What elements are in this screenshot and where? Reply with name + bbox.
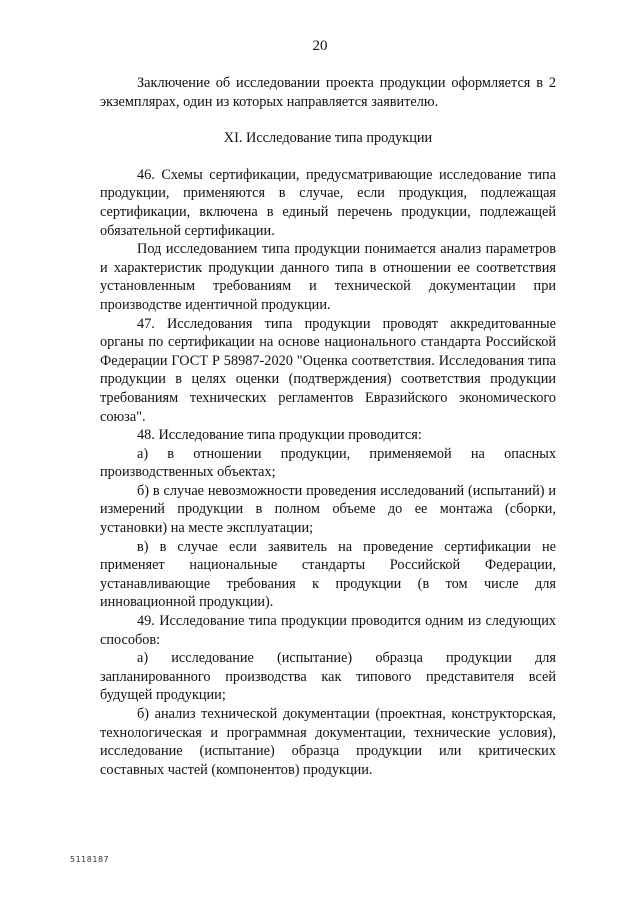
paragraph-47: 47. Исследования типа продукции проводят аккредитованные органы по сертификации на основе национального стандарта Российской Федерации ГОСТ Р 58987-2020 "Оценка соответствия. Исследования типа продукции в целях оценки (подтверждения) соответствия продукции требованиям технических регламентов Евразийского экономического союза".	[100, 315, 556, 425]
paragraph-48: 48. Исследование типа продукции проводится:	[137, 427, 422, 444]
page-number: 20	[312, 38, 328, 54]
section-heading: XI. Исследование типа продукции	[223, 130, 433, 147]
list-item-49a: а) исследование (испытание) образца продукции для запланированного производства как типового представителя всей будущей продукции;	[100, 650, 556, 704]
paragraph-conclusion: Заключение об исследовании проекта продукции оформляется в 2 экземплярах, один из которых направляется заявителю.	[100, 75, 556, 110]
list-item-48a: а) в отношении продукции, применяемой на опасных производственных объектах;	[100, 445, 556, 481]
list-item-48c: в) в случае если заявитель на проведение сертификации не применяет национальные стандарты Российской Федерации, устанавливающие требования к продукции (в том числе для инновационной продукции).	[100, 538, 556, 611]
document-code: 5118187	[70, 855, 110, 864]
paragraph-type-definition: Под исследованием типа продукции понимается анализ параметров и характеристик продукции данного типа в отношении ее соответствия установленным требованиям и технической документации при производстве идентичной продукции.	[100, 241, 556, 313]
paragraph-49: 49. Исследование типа продукции проводится одним из следующих способов:	[100, 613, 556, 648]
list-item-49b: б) анализ технической документации (проектная, конструкторская, технологическая и программная документации, технические условия), исследование (испытание) образца продукции или критических составных частей (компонентов) продукции.	[100, 706, 556, 778]
paragraph-46: 46. Схемы сертификации, предусматривающие исследование типа продукции, применяются в случае, если продукция, подлежащая сертификации, включена в единый перечень продукции, подлежащей обязательной сертификации.	[100, 166, 556, 239]
document-body	[100, 74, 556, 779]
list-item-48b: б) в случае невозможности проведения исследований (испытаний) и измерений продукции в полном объеме до ее монтажа (сборки, установки) на месте эксплуатации;	[100, 482, 556, 537]
